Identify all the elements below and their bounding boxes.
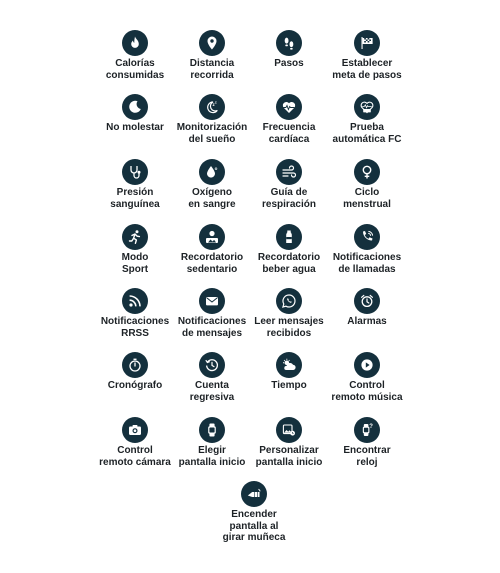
- feature-item: [312, 30, 422, 81]
- feature-label: Presión sanguínea: [110, 187, 160, 210]
- feature-item: [312, 94, 422, 145]
- feature-label: Notificaciones de mensajes: [177, 316, 247, 339]
- finish-flag-icon: [354, 30, 380, 56]
- feature-label: Oxígeno en sangre: [188, 187, 236, 210]
- feature-label: No molestar: [106, 122, 164, 133]
- feature-label: Elegir pantalla inicio: [178, 445, 246, 468]
- feature-label: Notificaciones de llamadas: [332, 252, 402, 275]
- feature-label: Alarmas: [347, 316, 387, 327]
- feature-label: Guía de respiración: [262, 187, 316, 210]
- countdown-timer-icon: [199, 352, 225, 378]
- feature-label: Control remoto música: [331, 380, 403, 403]
- feature-label: Encender pantalla al girar muñeca: [222, 509, 286, 543]
- feature-label: Personalizar pantalla inicio: [255, 445, 323, 468]
- feature-item: [312, 352, 422, 403]
- feature-label: Ciclo menstrual: [343, 187, 391, 210]
- smartwatch-icon: [199, 417, 225, 443]
- phone-call-icon: [354, 224, 380, 250]
- feature-label: Prueba automática FC: [332, 122, 402, 145]
- location-pin-icon: [199, 30, 225, 56]
- play-button-icon: [354, 352, 380, 378]
- feature-label: Notificaciones RRSS: [100, 316, 170, 339]
- running-man-icon: [122, 224, 148, 250]
- alarm-clock-icon: [354, 288, 380, 314]
- rss-feed-icon: [122, 288, 148, 314]
- oxygen-drop-icon: [199, 159, 225, 185]
- breathing-wind-icon: [276, 159, 302, 185]
- feature-label: Monitorización del sueño: [176, 122, 248, 145]
- feature-label: Leer mensajes recibidos: [254, 316, 324, 339]
- feature-item: [312, 224, 422, 275]
- envelope-icon: [199, 288, 225, 314]
- feature-label: Modo Sport: [121, 252, 149, 275]
- feature-label: Recordatorio beber agua: [257, 252, 321, 275]
- svg-text:?: ?: [369, 424, 373, 430]
- feature-item: [199, 481, 309, 544]
- find-watch-icon: [354, 417, 380, 443]
- svg-text:o: o: [214, 166, 218, 171]
- feature-label: Cronógrafo: [107, 380, 163, 391]
- feature-label: Recordatorio sedentario: [180, 252, 244, 275]
- feature-label: Calorías consumidas: [105, 58, 165, 81]
- svg-text:z: z: [215, 100, 217, 105]
- moon-icon: [122, 94, 148, 120]
- water-bottle-icon: [276, 224, 302, 250]
- footprints-icon: [276, 30, 302, 56]
- feature-item: [312, 288, 422, 328]
- feature-label: Establecer meta de pasos: [332, 58, 402, 81]
- feature-label: Encontrar reloj: [343, 445, 391, 468]
- svg-text:z: z: [212, 101, 215, 107]
- wrist-raise-icon: [241, 481, 267, 507]
- stopwatch-icon: [122, 352, 148, 378]
- sleep-moon-icon: [199, 94, 225, 120]
- flame-icon: [122, 30, 148, 56]
- auto-heart-rate-icon: [354, 94, 380, 120]
- feature-label: Frecuencia cardíaca: [262, 122, 316, 145]
- feature-label: Tiempo: [271, 380, 307, 391]
- feature-label: Control remoto cámara: [99, 445, 171, 468]
- camera-icon: [122, 417, 148, 443]
- whatsapp-icon: [276, 288, 302, 314]
- female-symbol-icon: [354, 159, 380, 185]
- sedentary-reminder-icon: [199, 224, 225, 250]
- feature-label: Pasos: [274, 58, 304, 69]
- weather-cloud-sun-icon: [276, 352, 302, 378]
- feature-item: [312, 159, 422, 210]
- feature-label: Cuenta regresiva: [189, 380, 235, 403]
- feature-item: [312, 417, 422, 468]
- stethoscope-icon: [122, 159, 148, 185]
- feature-label: Distancia recorrida: [189, 58, 235, 81]
- watch-face-image-icon: [276, 417, 302, 443]
- heart-rate-icon: [276, 94, 302, 120]
